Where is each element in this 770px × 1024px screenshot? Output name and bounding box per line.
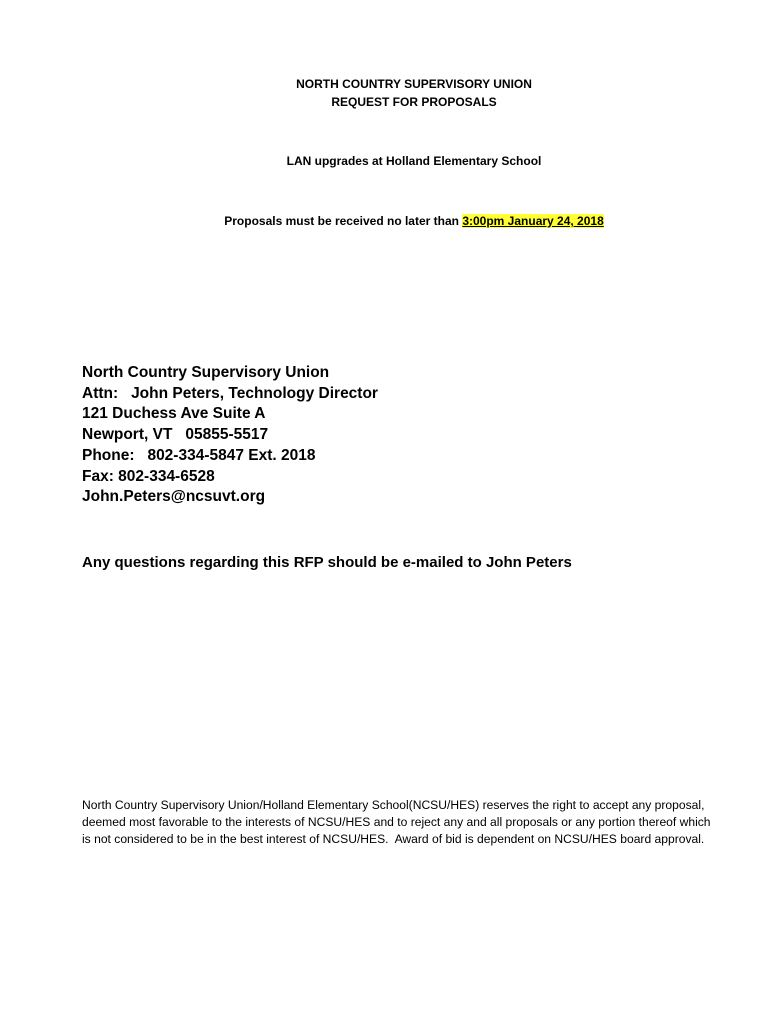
disclaimer-line: is not considered to be in the best interest of NCSU/HES. Award of bid is dependent on NCSU/HES board approval.	[82, 832, 705, 847]
contact-city: Newport, VT 05855-5517	[82, 426, 269, 444]
questions-note: Any questions regarding this RFP should be e-mailed to John Peters	[82, 554, 572, 571]
disclaimer-line: deemed most favorable to the interests of NCSU/HES and to reject any and all proposals or any portion thereof which	[82, 815, 711, 830]
contact-phone: Phone: 802-334-5847 Ext. 2018	[82, 446, 316, 464]
disclaimer-line: North Country Supervisory Union/Holland Elementary School(NCSU/HES) reserves the right to accept any proposal,	[82, 798, 705, 812]
contact-fax: Fax: 802-334-6528	[82, 467, 215, 485]
contact-street: 121 Duchess Ave Suite A	[82, 405, 266, 423]
deadline-prefix: Proposals must be received no later than	[224, 214, 463, 228]
document-type: REQUEST FOR PROPOSALS	[331, 95, 497, 109]
contact-email[interactable]: John.Peters@ncsuvt.org	[82, 488, 266, 506]
contact-block	[82, 363, 378, 508]
contact-attn: Attn: John Peters, Technology Director	[82, 384, 378, 402]
org-title: NORTH COUNTRY SUPERVISORY UNION	[296, 77, 532, 91]
project-title: LAN upgrades at Holland Elementary School	[286, 154, 542, 168]
disclaimer-paragraph	[82, 797, 742, 849]
contact-org: North Country Supervisory Union	[82, 364, 330, 381]
deadline-line	[0, 214, 770, 228]
deadline-value: 3:00pm January 24, 2018	[462, 214, 604, 228]
